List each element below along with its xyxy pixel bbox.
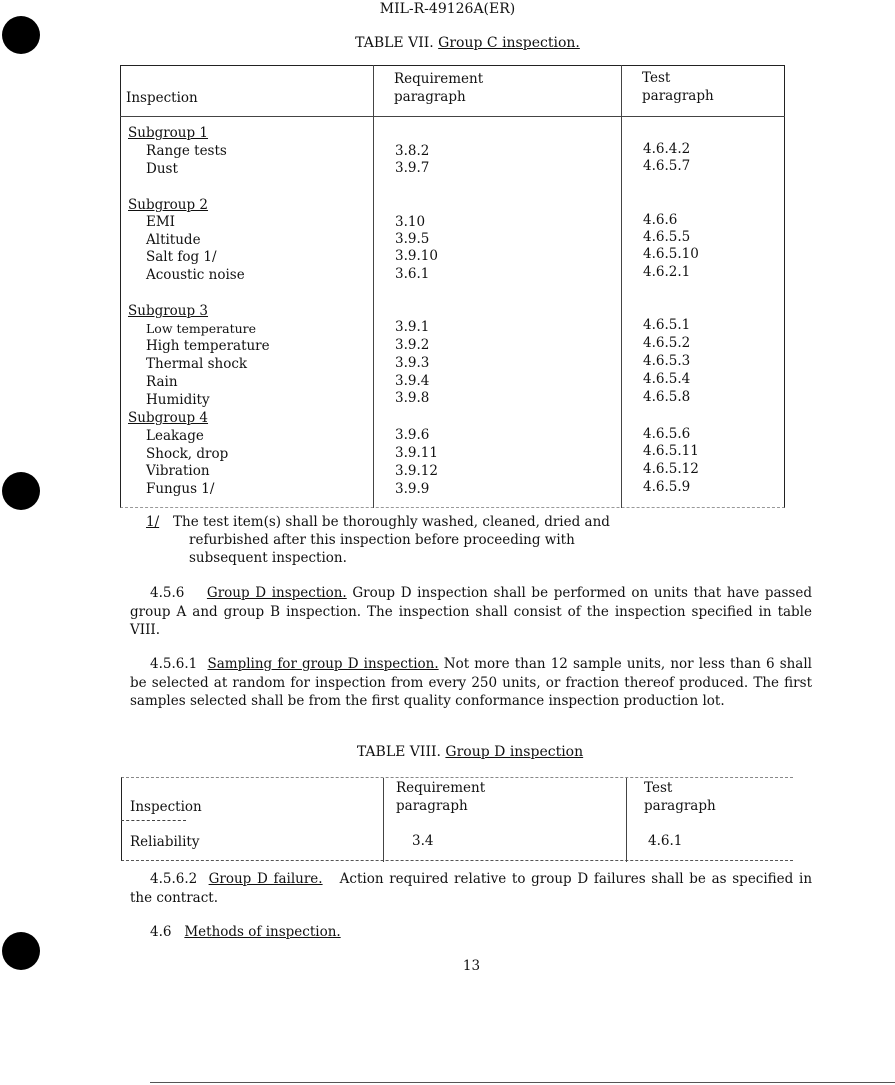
table8-header-rule — [121, 820, 186, 821]
table7-title — [0, 35, 895, 51]
table7-row-13-inspection: Humidity — [146, 392, 210, 408]
section-4-5-6-2 — [130, 870, 812, 907]
section-4-5-6-text: Group D inspection shall be performed on units that have passed group A and group B inspection. The inspection shall consist of the inspection specified in table VIII. — [130, 585, 812, 638]
table7-row-18-req: 3.9.9 — [395, 481, 430, 497]
section-4-5-6-2-text: Action required relative to group D failures shall be as specified in the contract. — [130, 871, 813, 906]
section-4-5-6-2-heading: Group D failure. — [208, 871, 323, 887]
table7-row-6-req: 3.9.10 — [395, 248, 438, 264]
table7-footnote-line-1: The test item(s) shall be thoroughly washed, cleaned, dried and — [173, 514, 610, 530]
table7-row-17-test: 4.6.5.12 — [643, 461, 699, 477]
table7-row-16-inspection: Shock, drop — [146, 446, 229, 462]
section-4-5-6-1-number: 4.5.6.1 — [150, 656, 198, 672]
table7-row-1-inspection: Range tests — [146, 143, 227, 159]
section-4-5-6-2-number: 4.5.6.2 — [150, 871, 198, 887]
table7-row-2-inspection: Dust — [146, 161, 178, 177]
table7-row-16-req: 3.9.11 — [395, 445, 438, 461]
table7-row-3-inspection: Subgroup 2 — [128, 197, 209, 213]
table7-row-2-req: 3.9.7 — [395, 160, 430, 176]
section-4-5-6 — [130, 584, 812, 640]
section-4-6 — [150, 923, 341, 942]
binder-hole-middle — [2, 472, 40, 510]
table7-row-12-test: 4.6.5.4 — [643, 371, 691, 387]
table8-header-inspection: Inspection — [130, 799, 202, 815]
table7-row-1-req: 3.8.2 — [395, 143, 430, 159]
table7-row-5-req: 3.9.5 — [395, 231, 430, 247]
table7-header-test-1: Test — [642, 70, 671, 86]
table7-header-rule — [120, 116, 785, 117]
table7-row-11-req: 3.9.3 — [395, 355, 430, 371]
table8-row-test: 4.6.1 — [648, 833, 683, 849]
table7-row-15-inspection: Leakage — [146, 428, 204, 444]
table8-title — [0, 744, 895, 760]
table7-row-13-req: 3.9.8 — [395, 390, 430, 406]
table7-row-9-req: 3.9.1 — [395, 319, 430, 335]
table8-col-divider-1 — [383, 778, 384, 862]
table7-row-9-inspection: Low temperature — [146, 321, 257, 336]
document-id: MIL-R-49126A(ER) — [379, 1, 516, 17]
table8-row-req: 3.4 — [412, 833, 434, 849]
table8-col-divider-2 — [626, 778, 627, 862]
table7-row-4-test: 4.6.6 — [643, 212, 678, 228]
table7-row-17-req: 3.9.12 — [395, 463, 438, 479]
table7-row-10-inspection: High temperature — [146, 338, 270, 354]
table7-row-18-test: 4.6.5.9 — [643, 479, 691, 495]
table7-row-10-test: 4.6.5.2 — [643, 335, 691, 351]
table7-header-test-2: paragraph — [642, 88, 714, 104]
table7-row-7-test: 4.6.2.1 — [643, 264, 691, 280]
table7-col-divider-2 — [621, 65, 622, 508]
table7-row-12-req: 3.9.4 — [395, 373, 430, 389]
section-4-5-6-1-heading: Sampling for group D inspection. — [207, 656, 439, 672]
table7-row-7-req: 3.6.1 — [395, 266, 430, 282]
table7-row-16-test: 4.6.5.11 — [643, 443, 699, 459]
table7-row-17-inspection: Vibration — [146, 463, 210, 479]
table7-row-8-inspection: Subgroup 3 — [128, 303, 209, 319]
table7-footnote-line-2: refurbished after this inspection before proceeding with — [189, 532, 575, 548]
table7-row-4-inspection: EMI — [146, 214, 176, 230]
table7-row-6-test: 4.6.5.10 — [643, 246, 699, 262]
table7-footnote-mark: 1/ — [146, 514, 160, 530]
table7-row-2-test: 4.6.5.7 — [643, 158, 691, 174]
table7-row-10-req: 3.9.2 — [395, 337, 430, 353]
table7-row-0-inspection: Subgroup 1 — [128, 125, 209, 141]
table7-row-14-inspection: Subgroup 4 — [128, 410, 209, 426]
table7-row-12-inspection: Rain — [146, 374, 178, 390]
table7-row-11-test: 4.6.5.3 — [643, 353, 691, 369]
table7-row-18-inspection: Fungus 1/ — [146, 481, 215, 497]
table7-row-5-test: 4.6.5.5 — [643, 229, 691, 245]
table7-row-11-inspection: Thermal shock — [146, 356, 248, 372]
table7-footnote-line-3: subsequent inspection. — [189, 550, 347, 566]
section-4-6-heading: Methods of inspection. — [184, 924, 341, 940]
table8-header-test-2: paragraph — [644, 798, 716, 814]
table8-header-test-1: Test — [644, 780, 673, 796]
table8-header-req-1: Requirement — [396, 780, 486, 796]
section-4-5-6-1 — [130, 655, 812, 711]
table7-row-4-req: 3.10 — [395, 214, 426, 230]
table7-row-15-test: 4.6.5.6 — [643, 426, 691, 442]
table7-header-inspection: Inspection — [126, 90, 198, 106]
page-number: 13 — [462, 958, 481, 974]
table7-row-15-req: 3.9.6 — [395, 427, 430, 443]
table7-row-6-inspection: Salt fog 1/ — [146, 249, 217, 265]
section-4-5-6-1-text: Not more than 12 sample units, nor less than 6 shall be selected at random for inspection from every 250 units, or fraction thereof produced. The first samples selected shall be from the first quality conformance inspection production lot. — [130, 656, 812, 709]
table8-row-inspection: Reliability — [130, 834, 200, 850]
table8-header-req-2: paragraph — [396, 798, 468, 814]
section-4-6-number: 4.6 — [150, 924, 172, 940]
table7-row-5-inspection: Altitude — [146, 232, 201, 248]
table8-title-main: Group D inspection — [445, 744, 584, 760]
section-4-5-6-number: 4.5.6 — [150, 585, 185, 601]
table8-title-prefix: TABLE VIII. — [356, 744, 441, 760]
table7-header-req-1: Requirement — [394, 71, 484, 87]
page-bottom-rule — [150, 1082, 895, 1083]
table7-row-13-test: 4.6.5.8 — [643, 389, 691, 405]
table7-row-9-test: 4.6.5.1 — [643, 317, 691, 333]
table7-title-prefix: TABLE VII. — [355, 35, 434, 51]
table7-row-7-inspection: Acoustic noise — [146, 267, 245, 283]
section-4-5-6-heading: Group D inspection. — [206, 585, 347, 601]
table7-header-req-2: paragraph — [394, 89, 466, 105]
table7-title-main: Group C inspection. — [438, 35, 580, 51]
table7-row-1-test: 4.6.4.2 — [643, 141, 691, 157]
table7-col-divider-1 — [373, 65, 374, 508]
